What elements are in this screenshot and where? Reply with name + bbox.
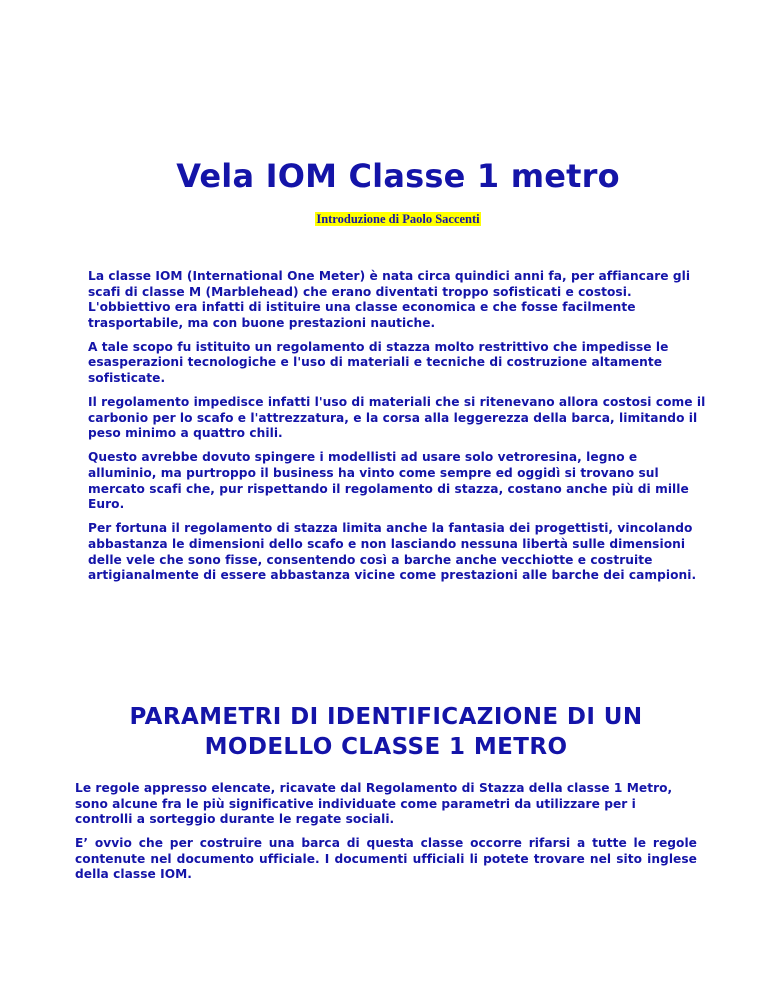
intro-paragraph: Per fortuna il regolamento di stazza limita anche la fantasia dei progettisti, vincolando abbastanza le dimensioni dello scafo e non lasciando nessuna libertà sulle dimensioni delle vele che sono fisse, consentendo così a barche anche vecchiotte e costruite artigianalmente di essere abbastanza vicine come prestazioni alle barche dei campioni. [88,521,697,583]
section-heading: PARAMETRI DI IDENTIFICAZIONE DI UN MODELLO CLASSE 1 METRO [129,704,643,760]
rules-paragraph: Le regole appresso elencate, ricavate dal Regolamento di Stazza della classe 1 Metro, sono alcune fra le più significative individuate come parametri da utilizzare per i controlli a sorteggio durante le regate sociali. [75,781,673,827]
intro-paragraph: La classe IOM (International One Meter) è nata circa quindici anni fa, per affiancare gli scafi di classe M (Marblehead) che erano diventati troppo sofisticati e costosi. L'obbiettivo era infatti di istituire una classe economica e che fosse facilmente trasportabile, ma con buone prestazioni nautiche. [88,269,691,330]
intro-paragraph: Questo avrebbe dovuto spingere i modellisti ad usare solo vetroresina, legno e alluminio, ma purtroppo il business ha vinto come sempre ed oggidì si trovano sul mercato scafi che, pur rispettando il regolamento di stazza, costano anche più di mille Euro. [88,450,689,512]
page-title: Vela IOM Classe 1 metro [176,157,620,195]
intro-paragraph: A tale scopo fu istituito un regolamento di stazza molto restrittivo che impedisse le esasperazioni tecnologiche e l'uso di materiali e tecniche di costruzione altamente sofisticate. [88,339,669,386]
rules-paragraph: E’ ovvio che per costruire una barca di questa classe occorre rifarsi a tutte le regole contenute nel documento ufficiale. I documenti ufficiali li potete trovare nel sito inglese della classe IOM. [75,836,697,882]
intro-section [88,269,708,592]
rules-section [75,781,697,892]
subtitle-block [0,208,768,227]
author-subtitle: Introduzione di Paolo Saccenti [316,212,480,226]
intro-paragraph: Il regolamento impedisce infatti l'uso di materiali che si ritenevano allora costosi come il carbonio per lo scafo e l'attrezzatura, e la corsa alla leggerezza della barca, limitando il peso minimo a quattro chili. [88,395,706,441]
